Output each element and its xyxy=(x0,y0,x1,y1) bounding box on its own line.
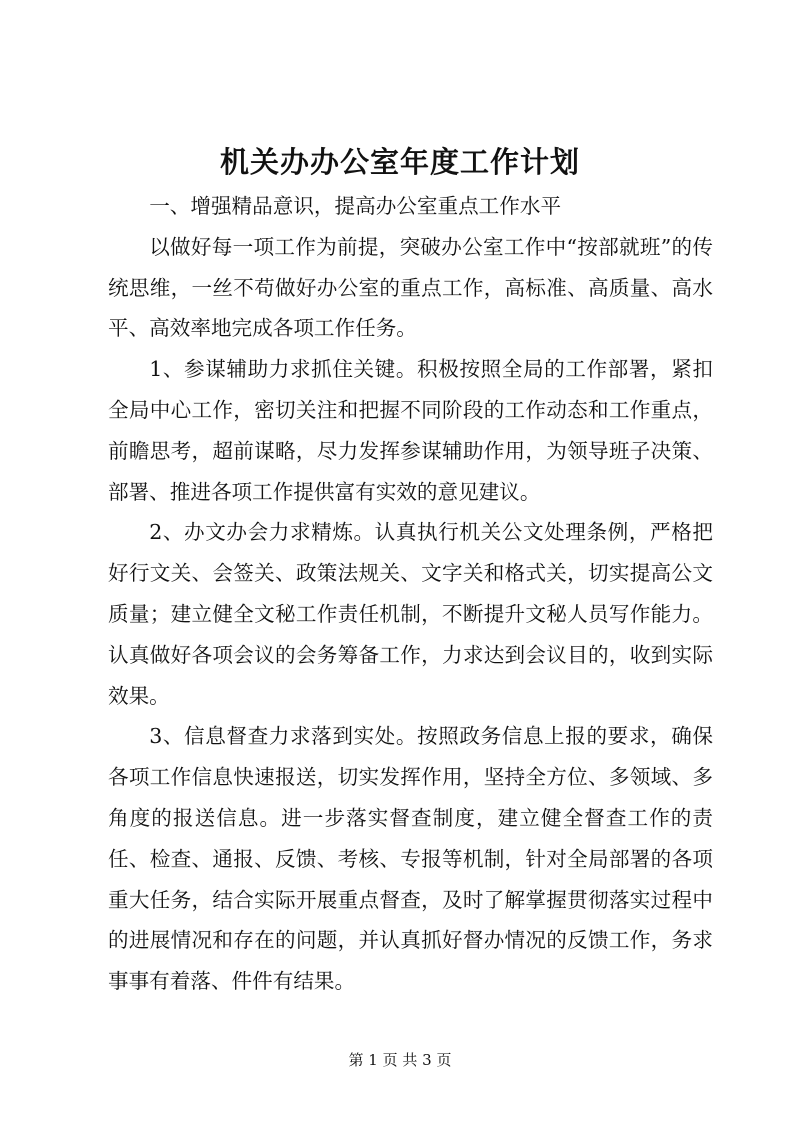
page-footer: 第 1 页 共 3 页 xyxy=(348,1051,452,1069)
section-heading: 一、增强精品意识，提高办公室重点工作水平 xyxy=(149,194,562,218)
document-title: 机关办办公室年度工作计划 xyxy=(219,145,580,179)
paragraph-item-2: 2、办文办会力求精炼。认真执行机关公文处理条例，严格把好行文关、会签关、政策法规关、文字关和格式关，切实提高公文质量；建立健全文秘工作责任机制，不断提升文秘人员写作能力。认真做好各项会议的会务筹备工作，力求达到会议目的，收到实际效果。 xyxy=(108,520,713,708)
document-body xyxy=(108,186,713,1002)
paragraph-intro: 以做好每一项工作为前提，突破办公室工作中“按部就班”的传统思维，一丝不苟做好办公室的重点工作，高标准、高质量、高水平、高效率地完成各项工作任务。 xyxy=(108,234,713,341)
paragraph-item-1: 1、参谋辅助力求抓住关键。积极按照全局的工作部署，紧扣全局中心工作，密切关注和把握不同阶段的工作动态和工作重点，前瞻思考，超前谋略，尽力发挥参谋辅助作用，为领导班子决策、部署、推进各项工作提供富有实效的意见建议。 xyxy=(108,357,713,504)
paragraph-item-3: 3、信息督查力求落到实处。按照政务信息上报的要求，确保各项工作信息快速报送，切实发挥作用，坚持全方位、多领域、多角度的报送信息。进一步落实督查制度，建立健全督查工作的责任、检查、通报、反馈、考核、专报等机制，针对全局部署的各项重大任务，结合实际开展重点督查，及时了解掌握贯彻落实过程中的进展情况和存在的问题，并认真抓好督办情况的反馈工作，务求事事有着落、件件有结果。 xyxy=(108,724,713,994)
